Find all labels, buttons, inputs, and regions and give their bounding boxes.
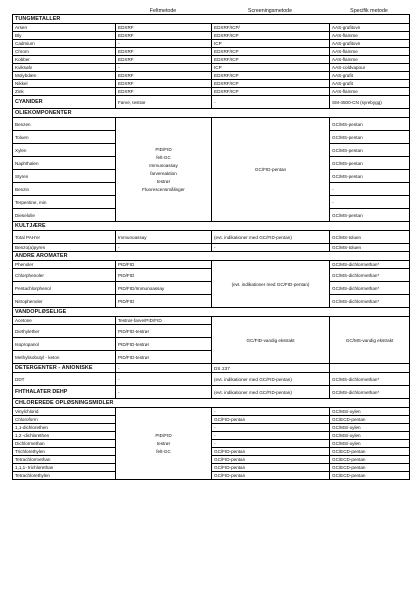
table-row [13,118,410,131]
specific-method-cell: AAS-flamme [330,56,410,64]
table-row [13,244,410,252]
section-header [13,222,410,231]
field-method-cell: EDXRF [116,56,212,64]
specific-method-cell: GC/ECD-pentan [330,464,410,472]
specific-method-cell: GC/MS/-xylen [330,440,410,448]
table-row [13,64,410,72]
row-label: Terpentine, min [13,196,116,209]
screening-method-cell: GC/FID-pentan [212,464,330,472]
row-label: Xylen [13,144,116,157]
table-row [13,424,410,432]
specific-method-merged-cell: GC/MS-vandig ekstrakt [330,317,410,364]
specific-method-cell: AAS-coldvapour [330,64,410,72]
screening-method-cell: EDXRF/ICP/ [212,24,330,32]
field-method-cell: PID/FID [116,261,212,269]
specific-method-cell: AAS-grafit [330,80,410,88]
row-label: Zink [13,88,116,96]
specific-method-cell: GC/MS-toluen [330,231,410,244]
field-method-merged-cell [116,118,212,222]
row-label: Nitrophenoler [13,295,116,308]
row-label: Vinylchlorid [13,408,116,416]
row-label: Acetone [13,317,116,325]
header-screening-method: Screeningsmetode [247,8,293,14]
section-title-oliekomponenter: OLIEKOMPONENTER [13,109,410,118]
section-header [13,109,410,118]
row-label: Nikkel [13,80,116,88]
table-row [13,48,410,56]
specific-method-cell: AAS-flamme [330,32,410,40]
field-method-cell: PID/FID-testrør [116,325,212,338]
screening-method-merged-cell: GC/FID-pentan [212,118,330,222]
screening-method-cell: GC/FID-pentan [212,448,330,456]
table-row [13,432,410,440]
field-method-cell: - [116,64,212,72]
row-label: FHTHALATER DEHP [13,386,116,399]
specific-method-cell: - [330,183,410,196]
row-label: Benzen [13,118,116,131]
specific-method-cell: GC/MS-dichlormethan* [330,373,410,386]
screening-method-cell: GC/FID-pentan [212,416,330,424]
field-method-cell: PID/FID [116,269,212,282]
specific-method-cell: AAS-grafit [330,72,410,80]
field-method-cell: - [116,40,212,48]
specific-method-cell: GC/MS/-xylen [330,408,410,416]
screening-method-cell: EDXRF/ICP [212,48,330,56]
table-row [13,24,410,32]
table-row [13,80,410,88]
specific-method-cell: SM-4500-CN (syrebygg) [330,96,410,109]
screening-method-cell: GC/FID-pentan [212,472,330,480]
table-row [13,317,410,325]
section-header [13,15,410,24]
row-label: Chloroform [13,416,116,424]
specific-method-cell: GC/MS-pentan [330,131,410,144]
field-method-cell: EDXRF [116,32,212,40]
screening-method-merged-cell: (evt. indikationer med GC/FID-pentan) [212,261,330,308]
specific-method-cell: GC/MS-dichlormethan* [330,282,410,295]
field-method-cell: - [116,244,212,252]
row-label: Diethylether [13,325,116,338]
field-method-line: Fluorescensmålinger [142,187,185,192]
specific-method-cell: GC/ECD-pentan [330,472,410,480]
table-header [12,3,409,14]
screening-method-cell: EDXRF/ICP [212,32,330,40]
table-row [13,364,410,373]
section-header [13,308,410,317]
screening-method-cell: - [212,244,330,252]
screening-method-cell: - [212,440,330,448]
screening-method-cell: ICP [212,40,330,48]
screening-method-cell: - [212,432,330,440]
screening-method-cell: EDXRF/ICP [212,72,330,80]
row-label: Tetrachlormethan [13,456,116,464]
method-table-page [12,3,409,480]
table-row [13,373,410,386]
specific-method-cell: GC/MS-pentan [330,209,410,222]
field-method-cell: - [116,373,212,386]
field-method-line: testrør [156,441,171,446]
specific-method-cell: - [330,196,410,209]
specific-method-cell: GC/MS-dichlormethan* [330,269,410,282]
field-method-cell: Farve, testrør [116,96,212,109]
row-label: DETERGENTER - ANIONISKE [13,364,116,373]
header-specific-method: Specifik metode [350,8,388,14]
section-title-tungmetaller: TUNGMETALLER [13,15,410,24]
table-row [13,96,410,109]
specific-method-cell: GC/MS/-xylen [330,424,410,432]
table-row [13,440,410,448]
screening-method-cell: EDXRF/ICP [212,88,330,96]
table-row [13,269,410,282]
table-row [13,464,410,472]
specific-method-cell: GC/MS-pentan [330,170,410,183]
row-label: Total PAH'er [13,231,116,244]
specific-method-cell: GC/MS-pentan [330,157,410,170]
row-label: Dichlormethan [13,440,116,448]
field-method-line: testrør [156,179,171,184]
screening-method-cell: EDXRF/ICP [212,80,330,88]
row-label: Trichlorethylen [13,448,116,456]
screening-method-cell: DS 237 [212,364,330,373]
table-row [13,56,410,64]
table-row [13,72,410,80]
field-method-cell: EDXRF [116,88,212,96]
row-label: DDT [13,373,116,386]
screening-method-cell: - [212,424,330,432]
specific-method-cell: GC/ECD-pentan [330,456,410,464]
field-method-merged-cell [116,408,212,480]
row-label: Pentachlorphenol [13,282,116,295]
row-label: CYANIDER [13,96,116,109]
section-header [13,399,410,408]
row-label: 1,1,1- trichlorethan [13,464,116,472]
field-method-cell: PID/FID/Immunoassay [116,282,212,295]
table-row [13,40,410,48]
field-method-line: farvereaktion [150,171,177,176]
table-row [13,416,410,424]
field-method-cell: Immunoassay [116,231,212,244]
field-method-cell: EDXRF [116,80,212,88]
section-title-chlorerede: CHLOREREDE OPLØSNINGSMIDLER [13,399,410,408]
table-row [13,456,410,464]
row-label: Kobber [13,56,116,64]
row-label: Benzin [13,183,116,196]
specific-method-cell: AAS-flamme [330,88,410,96]
section-title-andre-aromater: ANDRE AROMATER [13,252,410,261]
field-method-line: felt-GC [156,155,171,160]
field-method-cell: EDXRF [116,72,212,80]
row-label: Phenoler [13,261,116,269]
section-title-kultjaere: KULTJÆRE [13,222,410,231]
field-method-cell: EDXRF [116,48,212,56]
specific-method-cell: AAS-flamme [330,48,410,56]
row-label: Dieselolie [13,209,116,222]
screening-method-cell: EDXRF/ICP [212,56,330,64]
field-method-cell: - [116,386,212,399]
specific-method-cell: GC/MS-dichlormethan* [330,295,410,308]
table-row [13,295,410,308]
field-method-line: PID/FID [155,147,172,152]
row-label: Isopropanol [13,338,116,351]
specific-method-cell: GC/MS-pentan [330,118,410,131]
table-row [13,448,410,456]
specific-method-cell: AAS-grafitovn [330,40,410,48]
specific-method-cell: GC/MS-dichlormethan* [330,386,410,399]
analysis-methods-table [12,14,410,480]
section-header [13,252,410,261]
row-label: Styren [13,170,116,183]
row-label: Toluen [13,131,116,144]
row-label: Methylisobutyl - keton [13,351,116,364]
table-row [13,282,410,295]
field-method-cell: - [116,364,212,373]
table-row [13,408,410,416]
row-label: Arsen [13,24,116,32]
specific-method-cell [330,364,410,373]
row-label: Benzo(a)pyren [13,244,116,252]
table-row [13,261,410,269]
table-row [13,386,410,399]
specific-method-cell: GC/ECD-pentan [330,448,410,456]
specific-method-cell: GC/MS-toluen [330,244,410,252]
field-method-cell: PID/FID-testrør [116,351,212,364]
screening-method-cell: - [212,408,330,416]
row-label: Chrom [13,48,116,56]
field-method-cell: EDXRF [116,24,212,32]
row-label: Bly [13,32,116,40]
row-label: Naphthalen [13,157,116,170]
table-row [13,32,410,40]
screening-method-cell: (evt. indikationer med GC/FID-pentan) [212,373,330,386]
section-title-vandoploselige: VANDOPLØSELIGE [13,308,410,317]
screening-method-cell: (evt. indikationer med GC/FID-pentan) [212,231,330,244]
row-label: Chlorphenoler [13,269,116,282]
field-method-cell: PID/FID-testrør [116,338,212,351]
table-row [13,88,410,96]
row-label: Tetrachlorethylen [13,472,116,480]
screening-method-merged-cell: GC/FID-vandig ekstrakt [212,317,330,364]
field-method-line: PID/FID [155,433,172,438]
field-method-cell: PID/FID [116,295,212,308]
screening-method-cell: ICP [212,64,330,72]
screening-method-cell: - [212,96,330,109]
table-row [13,472,410,480]
row-label: 1,2 -dichlorethen [13,432,116,440]
header-field-method: Feltmetode [149,8,177,14]
field-method-line: Immunoassay [149,163,178,168]
row-label: Kviksølv [13,64,116,72]
row-label: Molybdæn [13,72,116,80]
table-row [13,231,410,244]
field-method-cell: Testrør-farve/PID/FID [116,317,212,325]
specific-method-cell: GC/ECD-pentan [330,416,410,424]
specific-method-cell: GC/MS/-xylen [330,432,410,440]
row-label: Cadmium [13,40,116,48]
screening-method-cell: (evt. indikationer med GC/FID-pentan) [212,386,330,399]
row-label: 1,1-dichlorethen [13,424,116,432]
specific-method-cell: GC/MS-pentan [330,144,410,157]
screening-method-cell: GC/FID-pentan [212,456,330,464]
specific-method-cell: GC/MS-dichlormethan* [330,261,410,269]
field-method-line: felt-GC [156,449,171,454]
specific-method-cell: AAS-grafitovn [330,24,410,32]
